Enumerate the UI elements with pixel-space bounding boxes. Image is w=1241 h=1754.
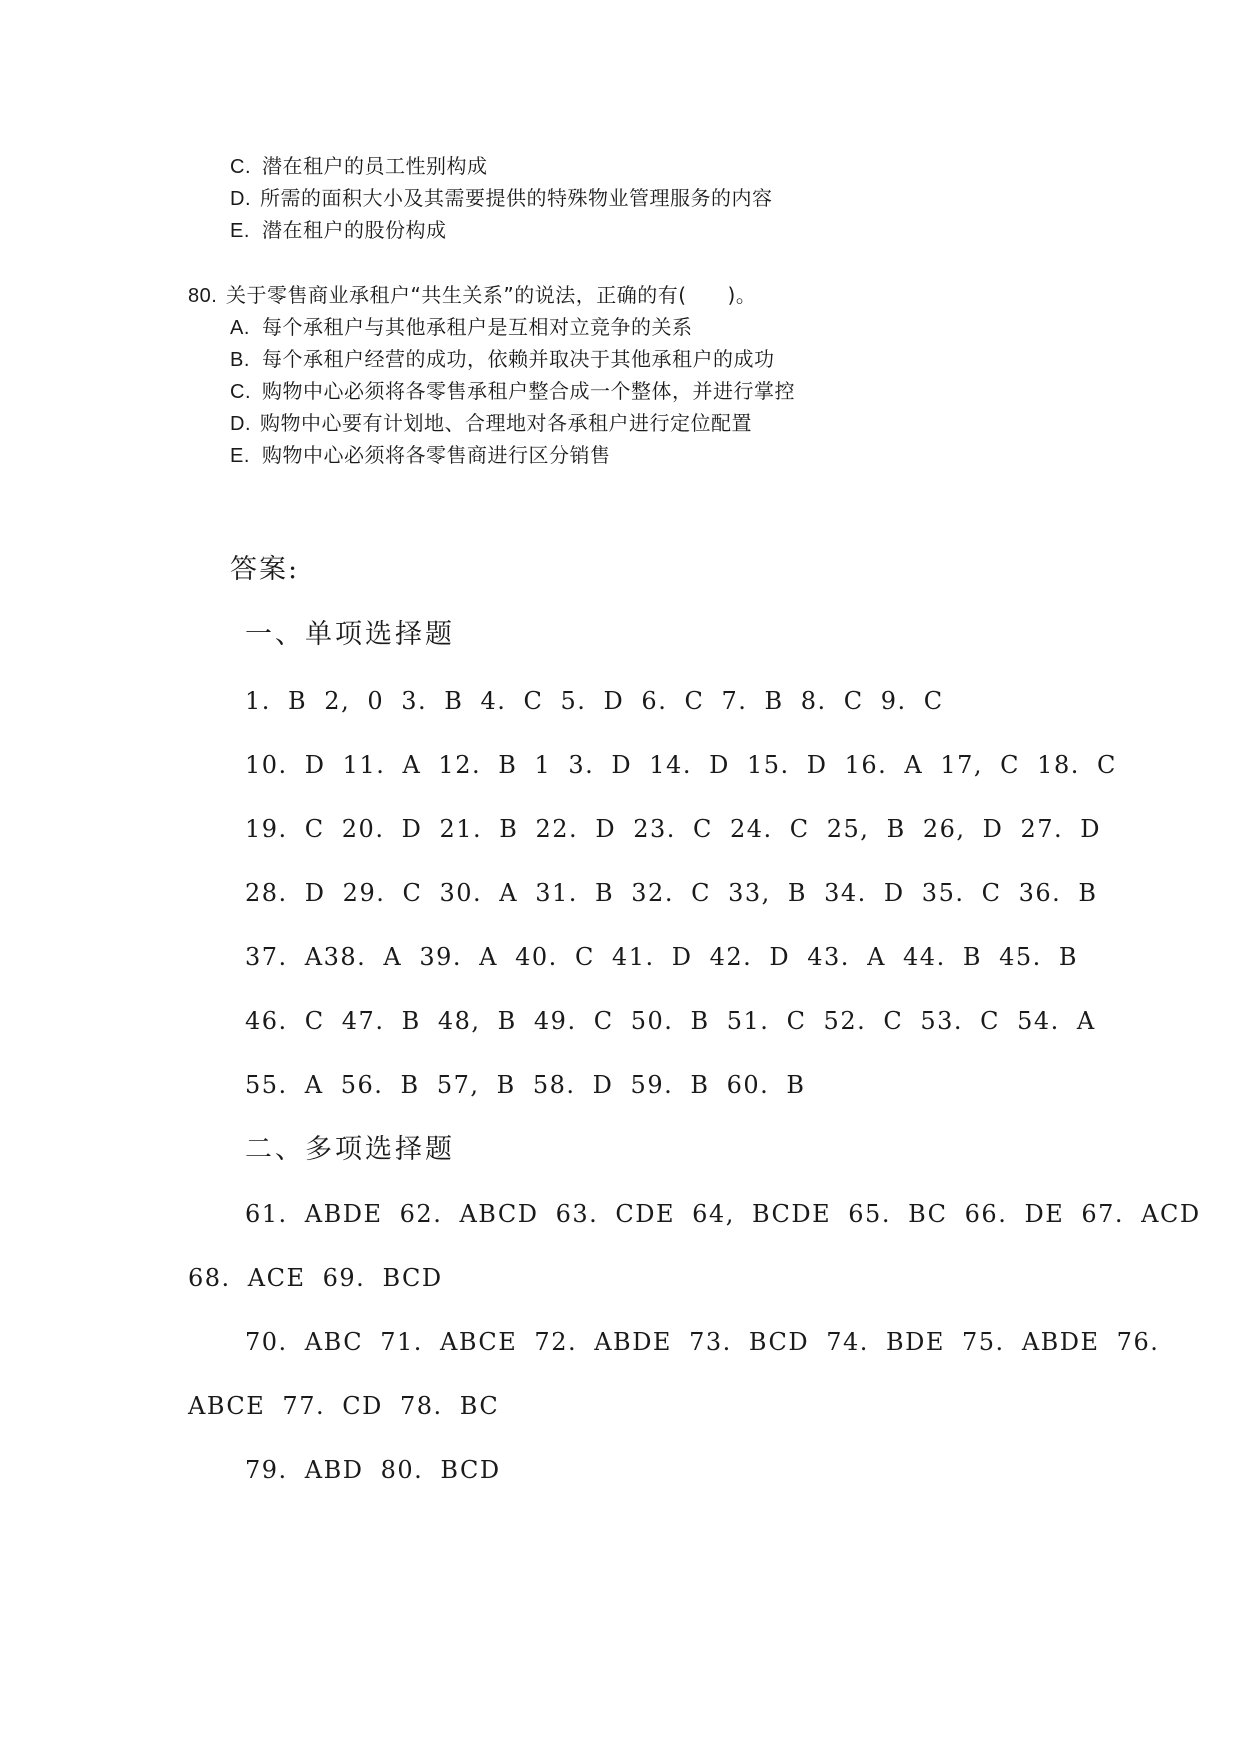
option-b — [230, 346, 775, 373]
answer-line: 70. ABC 71. ABCE 72. ABDE 73. BCD 74. BDE 75. ABDE 76. — [245, 1328, 1160, 1356]
answers-title: 答案: — [230, 554, 300, 585]
option-label: A. — [230, 317, 250, 339]
answer-line: 79. ABD 80. BCD — [245, 1456, 501, 1484]
answer-line: 10. D 11. A 12. B 1 3. D 14. D 15. D 16. A 17, C 18. C — [245, 751, 1117, 779]
option-text: 购物中心要有计划地、合理地对各承租户进行定位配置 — [260, 411, 752, 435]
option-text: 每个承租户经营的成功，依赖并取决于其他承租户的成功 — [262, 347, 775, 371]
option-c — [230, 378, 795, 405]
single-choice-title: 一、单项选择题 — [245, 619, 455, 650]
answer-line: 28. D 29. C 30. A 31. B 32. C 33, B 34. D 35. C 36. B — [245, 879, 1098, 907]
option-label: C. — [230, 156, 251, 178]
multiple-choice-title: 二、多项选择题 — [245, 1134, 455, 1165]
option-text: 所需的面积大小及其需要提供的特殊物业管理服务的内容 — [260, 186, 773, 210]
option-e — [230, 442, 611, 469]
option-label: B. — [230, 349, 250, 371]
option-text: 每个承租户与其他承租户是互相对立竞争的关系 — [262, 315, 693, 339]
option-text: 购物中心必须将各零售商进行区分销售 — [262, 443, 611, 467]
option-label: E. — [230, 220, 250, 242]
option-d — [230, 410, 752, 437]
question-text: 关于零售商业承租户“共生关系”的说法，正确的有( )。 — [226, 283, 757, 307]
answer-line: 1. B 2, 0 3. B 4. C 5. D 6. C 7. B 8. C 9. C — [245, 687, 944, 715]
option-e — [230, 217, 447, 244]
option-d — [230, 185, 773, 212]
question-80-stem — [188, 282, 756, 309]
option-a — [230, 314, 693, 341]
question-number: 80. — [188, 285, 218, 307]
option-label: D. — [230, 188, 251, 210]
option-text: 购物中心必须将各零售承租户整合成一个整体，并进行掌控 — [262, 379, 795, 403]
option-label: E. — [230, 445, 250, 467]
answer-line: 55. A 56. B 57, B 58. D 59. B 60. B — [245, 1071, 806, 1099]
answer-line: ABCE 77. CD 78. BC — [188, 1392, 500, 1420]
option-text: 潜在租户的员工性别构成 — [262, 154, 488, 178]
option-label: D. — [230, 413, 251, 435]
option-label: C. — [230, 381, 251, 403]
answer-line: 68. ACE 69. BCD — [188, 1264, 443, 1292]
option-text: 潜在租户的股份构成 — [262, 218, 447, 242]
answer-line: 19. C 20. D 21. B 22. D 23. C 24. C 25, B 26, D 27. D — [245, 815, 1102, 843]
option-c — [230, 153, 488, 180]
answer-line: 46. C 47. B 48, B 49. C 50. B 51. C 52. C 53. C 54. A — [245, 1007, 1096, 1035]
answer-line: 61. ABDE 62. ABCD 63. CDE 64, BCDE 65. BC 66. DE 67. ACD — [245, 1200, 1201, 1228]
answer-line: 37. A38. A 39. A 40. C 41. D 42. D 43. A 44. B 45. B — [245, 943, 1079, 971]
